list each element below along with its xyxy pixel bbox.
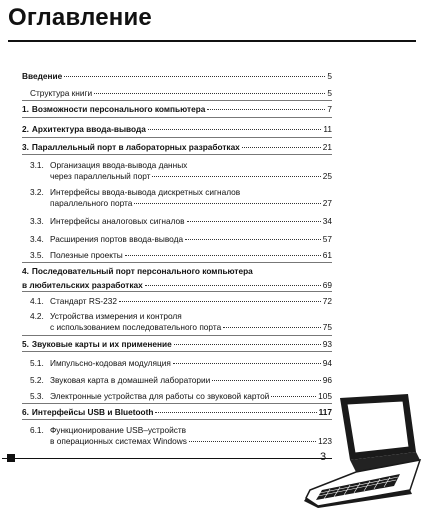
toc-entry-number: 6.1. bbox=[30, 425, 44, 435]
toc-leader-dots bbox=[173, 363, 321, 364]
toc-entry-number: 2. bbox=[22, 124, 29, 134]
toc-entry-text: Устройства измерения и контроля bbox=[50, 311, 182, 321]
footer-rule bbox=[2, 458, 332, 459]
toc-leader-dots bbox=[145, 285, 321, 286]
laptop-icon bbox=[300, 394, 422, 513]
toc-entry-text: Полезные проекты bbox=[50, 250, 123, 260]
toc-entry-text: Параллельный порт в лабораторных разработках bbox=[31, 142, 240, 152]
toc-entry-number: 5.3. bbox=[30, 391, 44, 401]
toc-leader-dots bbox=[187, 221, 321, 222]
toc-entry-chapter-2[interactable] bbox=[22, 124, 332, 135]
toc-leader-dots bbox=[134, 203, 320, 204]
toc-entry-page: 34 bbox=[322, 216, 332, 226]
toc-entry-text: Расширения портов ввода-вывода bbox=[50, 234, 184, 244]
toc-entry-number: 3. bbox=[22, 142, 29, 152]
toc-entry-section-3-1[interactable] bbox=[30, 160, 332, 181]
toc-entry-section-4-2[interactable] bbox=[30, 311, 332, 332]
toc-entry-page: 96 bbox=[322, 375, 332, 385]
toc-entry-book-structure[interactable] bbox=[30, 88, 332, 99]
toc-entry-text-continued: параллельного порта bbox=[50, 197, 133, 208]
toc-entry-text-continued: в любительских разработках bbox=[22, 279, 143, 290]
toc-entry-number: 1. bbox=[22, 104, 29, 114]
toc-divider bbox=[22, 154, 332, 155]
toc-divider bbox=[22, 335, 332, 336]
toc-entry-number: 3.4. bbox=[30, 234, 44, 244]
toc-entry-page: 123 bbox=[318, 435, 332, 446]
toc-entry-number: 6. bbox=[22, 407, 29, 417]
toc-entry-page: 21 bbox=[322, 142, 332, 152]
toc-entry-text-continued: с использованием последовательного порта bbox=[50, 321, 222, 332]
toc-divider bbox=[22, 262, 332, 263]
toc-entry-number: 5.2. bbox=[30, 375, 44, 385]
toc-entry-text: Возможности персонального компьютера bbox=[31, 104, 206, 114]
toc-entry-section-3-3[interactable] bbox=[30, 216, 332, 227]
toc-entry-page: 72 bbox=[322, 296, 332, 306]
toc-leader-dots bbox=[125, 255, 321, 256]
toc-divider bbox=[22, 137, 332, 138]
toc-entry-page: 25 bbox=[322, 170, 332, 181]
toc-leader-dots bbox=[94, 93, 325, 94]
toc-entry-page: 61 bbox=[322, 250, 332, 260]
toc-entry-page: 57 bbox=[322, 234, 332, 244]
toc-entry-chapter-5[interactable] bbox=[22, 339, 332, 350]
toc-entry-text: Функционирование USB–устройств bbox=[50, 425, 187, 435]
toc-entry-number: 4.2. bbox=[30, 311, 44, 321]
toc-entry-text: Интерфейсы аналоговых сигналов bbox=[50, 216, 185, 226]
toc-divider bbox=[22, 291, 332, 292]
toc-leader-dots bbox=[155, 412, 316, 413]
toc-leader-dots bbox=[212, 380, 320, 381]
page-number: 3 bbox=[320, 451, 327, 463]
toc-divider bbox=[22, 403, 332, 404]
toc-entry-chapter-6[interactable] bbox=[22, 407, 332, 418]
toc-entry-section-3-2[interactable] bbox=[30, 187, 332, 208]
toc-entry-text: Звуковая карта в домашней лаборатории bbox=[50, 375, 211, 385]
toc-entry-number: 5. bbox=[22, 339, 29, 349]
toc-entry-text: Стандарт RS-232 bbox=[50, 296, 118, 306]
toc-entry-chapter-3[interactable] bbox=[22, 142, 332, 153]
toc-leader-dots bbox=[207, 109, 325, 110]
toc-entry-text-continued: в операционных системах Windows bbox=[50, 435, 187, 446]
toc-entry-page: 7 bbox=[327, 104, 332, 114]
toc-entry-number: 3.3. bbox=[30, 216, 44, 226]
title-divider bbox=[8, 40, 416, 42]
toc-divider bbox=[22, 117, 332, 118]
toc-leader-dots bbox=[148, 129, 321, 130]
toc-entry-text: Интерфейсы USB и Bluetooth bbox=[31, 407, 154, 417]
toc-entry-page: 69 bbox=[322, 279, 332, 290]
toc-entry-text: Организация ввода-вывода данных bbox=[50, 160, 188, 170]
toc-entry-page: 11 bbox=[323, 124, 332, 134]
toc-divider bbox=[22, 100, 332, 101]
toc-entry-section-3-4[interactable] bbox=[30, 234, 332, 245]
toc-entry-chapter-4[interactable] bbox=[22, 266, 332, 290]
toc-entry-section-4-1[interactable] bbox=[30, 296, 332, 307]
toc-entry-intro[interactable] bbox=[22, 71, 332, 82]
toc-entry-text: Последовательный порт персонального компьютера bbox=[31, 266, 253, 276]
toc-leader-dots bbox=[174, 344, 321, 345]
toc-entry-number: 4. bbox=[22, 266, 29, 276]
toc-leader-dots bbox=[223, 327, 321, 328]
toc-leader-dots bbox=[119, 301, 321, 302]
toc-entry-page: 75 bbox=[322, 321, 332, 332]
toc-entry-chapter-1[interactable] bbox=[22, 104, 332, 115]
toc-entry-text: Электронные устройства для работы со звуковой картой bbox=[50, 391, 270, 401]
toc-entry-number: 3.5. bbox=[30, 250, 44, 260]
toc-entry-page: 5 bbox=[327, 71, 332, 81]
toc-entry-section-5-3[interactable] bbox=[30, 391, 332, 402]
toc-entry-section-6-1[interactable] bbox=[30, 425, 332, 446]
toc-entry-number: 3.2. bbox=[30, 187, 44, 197]
toc-entry-text-continued: через параллельный порт bbox=[50, 170, 151, 181]
toc-entry-page: 93 bbox=[322, 339, 332, 349]
toc-entry-section-5-2[interactable] bbox=[30, 375, 332, 386]
toc-entry-text: Введение bbox=[22, 71, 63, 81]
toc-entry-page: 27 bbox=[322, 197, 332, 208]
toc-leader-dots bbox=[185, 239, 321, 240]
toc-entry-text: Структура книги bbox=[30, 88, 93, 98]
toc-divider bbox=[22, 419, 332, 420]
toc-entry-section-3-5[interactable] bbox=[30, 250, 332, 261]
toc-entry-page: 5 bbox=[327, 88, 332, 98]
page-title: Оглавление bbox=[8, 4, 152, 31]
toc-entry-page: 105 bbox=[318, 391, 332, 401]
toc-entry-text: Интерфейсы ввода-вывода дискретных сигналов bbox=[50, 187, 241, 197]
toc-leader-dots bbox=[152, 176, 320, 177]
toc-leader-dots bbox=[64, 76, 325, 77]
toc-leader-dots bbox=[242, 147, 321, 148]
toc-entry-section-5-1[interactable] bbox=[30, 358, 332, 369]
toc-entry-text: Архитектура ввода-вывода bbox=[31, 124, 146, 134]
toc-entry-page: 94 bbox=[322, 358, 332, 368]
toc-entry-number: 5.1. bbox=[30, 358, 44, 368]
toc-entry-number: 3.1. bbox=[30, 160, 44, 170]
toc-leader-dots bbox=[189, 441, 316, 442]
toc-entry-page: 117 bbox=[318, 407, 332, 417]
toc-entry-text: Импульсно-кодовая модуляция bbox=[50, 358, 171, 368]
toc-entry-number: 4.1. bbox=[30, 296, 44, 306]
toc-entry-text: Звуковые карты и их применение bbox=[31, 339, 172, 349]
toc-divider bbox=[22, 351, 332, 352]
